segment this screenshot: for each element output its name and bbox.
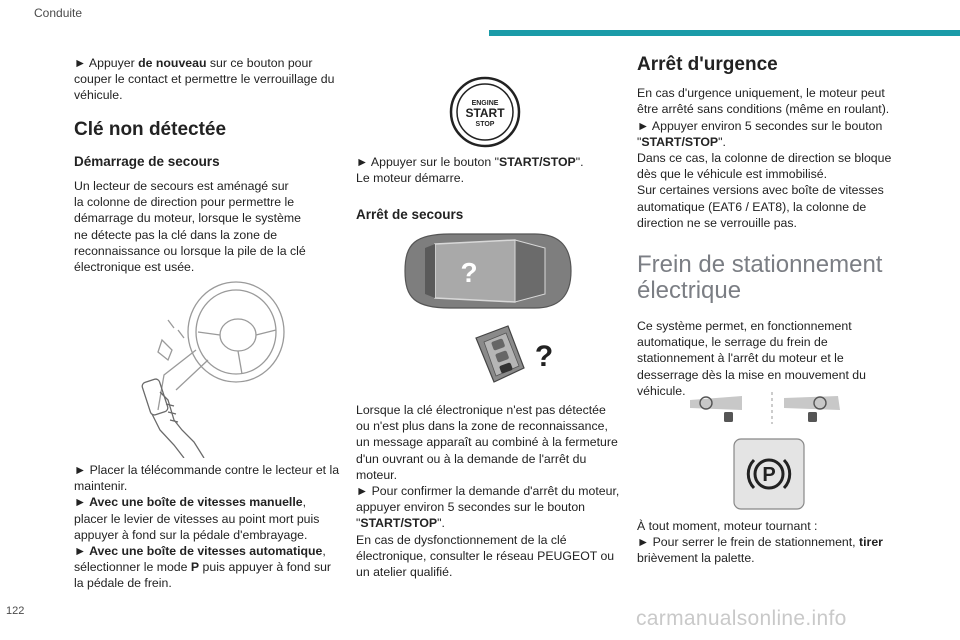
confirm-bold: START/STOP — [360, 516, 438, 531]
step-manuelle — [74, 494, 342, 543]
press-text-end: ". — [575, 155, 584, 169]
text-line: moteur. — [356, 467, 398, 482]
confirm-end: ". — [437, 516, 445, 531]
steering-wheel-right-icon — [784, 396, 840, 422]
heading-cle-non-detectee: Clé non détectée — [74, 118, 227, 140]
car-top-view-illustration — [395, 226, 575, 316]
urgence-line: En cas d'urgence uniquement, le moteur peut être arrêté sans conditions (même en roulant). — [637, 86, 890, 117]
heading-frein-line1: Frein de stationnement — [637, 251, 883, 279]
steps-block — [74, 462, 342, 592]
engine-start-stop-button-icon — [449, 76, 521, 148]
button-text-start: START — [465, 106, 505, 120]
step-automatique-text: , sélectionner le mode — [74, 544, 326, 575]
step-manuelle-text: , placer le levier de vitesses au point mort puis appuyer à fond sur la pédale d'embrayage. — [74, 495, 320, 542]
column-left — [74, 48, 342, 275]
urgence-paragraph — [637, 85, 907, 231]
heading-arret-urgence: Arrêt d'urgence — [637, 54, 778, 75]
steering-icons-row — [688, 390, 858, 426]
text-line: électronique est usée. — [74, 260, 195, 275]
step-automatique — [74, 543, 342, 592]
secours-paragraph — [74, 178, 342, 275]
press-line — [356, 154, 624, 170]
question-mark-car: ? — [460, 257, 478, 288]
button-text-engine: ENGINE — [471, 100, 499, 107]
confirm-text: ► Pour confirmer la demande d'arrêt du moteur, appuyer environ 5 secondes sur le bouton — [356, 484, 620, 515]
urgence-line: Sur certaines versions avec boîte de vitesses automatique (EAT6 / EAT8), la colonne de direction ne se verrouille pas. — [637, 183, 884, 230]
urgence-bold: START/STOP — [641, 134, 719, 149]
moment-block — [637, 518, 907, 567]
urgence-bold-line: "START/STOP". — [637, 134, 726, 149]
parking-brake-button-icon — [733, 438, 805, 510]
urgence-line: Dans ce cas, la colonne de direction se bloque dès que le véhicule est immobilisé. — [637, 151, 892, 182]
text-line: Lorsque la clé électronique n'est pas détectée — [356, 403, 606, 417]
frein-body: Ce système permet, en fonctionnement automatique, le serrage du frein de stationnement à l'arrêt du moteur et le desserrage dès la mise en mouvement du véhicule. — [637, 319, 866, 398]
confirm-paragraph: ► Pour confirmer la demande d'arrêt du moteur, appuyer environ 5 secondes sur le bouton "START/STOP". — [356, 484, 620, 531]
heading-frein-line2: électrique — [637, 277, 742, 305]
dysfonctionnement-paragraph: En cas de dysfonctionnement de la clé électronique, consulter le réseau PEUGEOT ou un atelier qualifié. — [356, 532, 615, 580]
urgence-line: ► Appuyer environ 5 secondes sur le bouton — [637, 118, 883, 133]
intro-bold: de nouveau — [138, 56, 207, 70]
header-accent-bar — [489, 30, 960, 36]
page-number: 122 — [6, 605, 25, 617]
text-line: ne détecte pas la clé dans la zone de — [74, 227, 278, 242]
serrer-instruction — [637, 534, 907, 566]
button-text-stop: STOP — [475, 121, 495, 128]
serrer-text: ► Pour serrer le frein de stationnement, — [637, 535, 860, 550]
key-fob-illustration — [468, 318, 558, 388]
urgence-end: ". — [718, 134, 726, 149]
intro-text-end: sur ce bouton pour couper le contact et permettre le verrouillage du véhicule. — [74, 56, 335, 103]
arret-body — [356, 402, 624, 580]
intro-paragraph — [74, 55, 342, 104]
step-automatique-text-end: puis appuyer à fond sur la pédale de frein. — [74, 560, 332, 591]
mode-p: P — [190, 560, 200, 575]
serrer-bold: tirer — [859, 535, 883, 550]
parking-p-symbol: P — [762, 464, 776, 486]
column-right — [637, 48, 907, 399]
heading-demarrage-secours: Démarrage de secours — [74, 153, 220, 169]
heading-frein-stationnement — [637, 252, 907, 304]
text-line: d'un ouvrant ou à la demande de l'arrêt du — [356, 451, 587, 466]
steering-wheel-left-icon — [690, 396, 742, 422]
step-placer: ► Placer la télécommande contre le lecteur et la maintenir. — [74, 463, 340, 494]
text-line: un message apparaît au combiné à la fermeture — [356, 435, 618, 450]
press-bold: START/STOP — [499, 155, 576, 169]
question-mark-key: ? — [534, 340, 554, 373]
bullet: ► — [74, 56, 87, 70]
moteur-demarre: Le moteur démarre. — [356, 171, 464, 186]
press-instruction — [356, 154, 624, 224]
text-line: reconnaissance ou lorsque la pile de la clé — [74, 243, 306, 258]
text-line: démarrage du moteur, lorsque le système — [74, 211, 301, 226]
serrer-text-end: brièvement la palette. — [637, 551, 755, 566]
intro-text: Appuyer — [88, 56, 139, 70]
press-text: ► Appuyer sur le bouton " — [356, 155, 500, 169]
text-line: ou n'est plus dans la zone de reconnaissance, — [356, 419, 608, 434]
watermark: carmanualsonline.info — [636, 607, 847, 630]
steering-wheel-reader-illustration — [138, 280, 288, 458]
section-title: Conduite — [34, 6, 83, 20]
step-manuelle-bold: ► Avec une boîte de vitesses manuelle — [74, 495, 303, 510]
heading-arret-secours: Arrêt de secours — [356, 207, 464, 223]
text-line: Un lecteur de secours est aménagé sur — [74, 179, 289, 194]
step-automatique-bold: ► Avec une boîte de vitesses automatique — [74, 544, 323, 559]
text-line: la colonne de direction pour permettre le — [74, 195, 295, 210]
moment-text: À tout moment, moteur tournant : — [637, 519, 818, 533]
